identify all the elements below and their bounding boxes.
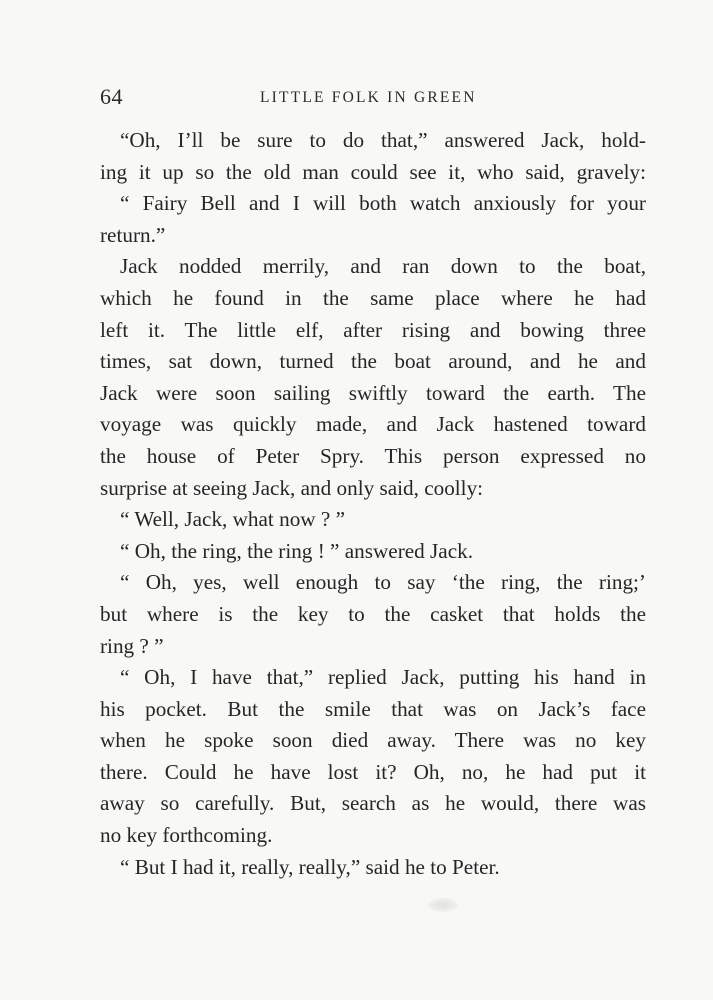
text-line: return.” (100, 222, 166, 247)
text-line: surprise at seeing Jack, and only said, coolly: (100, 475, 484, 500)
page-number: 64 (100, 84, 123, 109)
text-line: away so carefully. But, search as he would, there was (100, 791, 646, 816)
text-line: “ Well, Jack, what now ? ” (120, 507, 346, 532)
text-line: his pocket. But the smile that was on Jack’s face (100, 696, 646, 721)
text-line: left it. The little elf, after rising and bowing three (100, 317, 646, 342)
text-line: the house of Peter Spry. This person expressed no (100, 443, 646, 468)
text-line: “ Fairy Bell and I will both watch anxiously for your (120, 191, 646, 216)
text-line: “ Oh, the ring, the ring ! ” answered Jack. (120, 538, 473, 563)
text-line: Jack were soon sailing swiftly toward the earth. The (100, 380, 646, 405)
text-line: times, sat down, turned the boat around, and he and (100, 349, 646, 374)
text-line: “ Oh, I have that,” replied Jack, putting his hand in (120, 665, 646, 690)
text-line: when he spoke soon died away. There was no key (100, 728, 646, 753)
text-line: there. Could he have lost it? Oh, no, he had put it (100, 759, 646, 784)
text-line: “ But I had it, really, really,” said he to Peter. (120, 854, 500, 879)
text-line: voyage was quickly made, and Jack hastened toward (100, 412, 646, 437)
text-line: but where is the key to the casket that holds the (100, 601, 646, 626)
running-head: LITTLE FOLK IN GREEN (260, 89, 477, 106)
text-line: ring ? ” (100, 633, 164, 658)
text-line: Jack nodded merrily, and ran down to the boat, (120, 254, 646, 279)
body-text (100, 125, 646, 883)
page-header (100, 84, 646, 114)
paper-smudge (428, 898, 458, 912)
text-line: no key forthcoming. (100, 823, 273, 848)
text-line: ing it up so the old man could see it, who said, gravely: (100, 159, 646, 184)
text-line: “Oh, I’ll be sure to do that,” answered Jack, hold- (120, 128, 646, 152)
text-line: “ Oh, yes, well enough to say ‘the ring, the ring;’ (120, 570, 646, 595)
text-line: which he found in the same place where he had (100, 285, 646, 310)
